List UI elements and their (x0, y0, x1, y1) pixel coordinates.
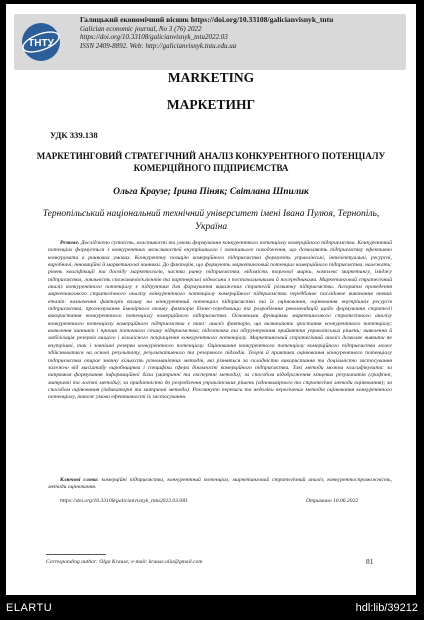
page-number: 81 (366, 557, 374, 566)
repository-label: ELARTU (6, 602, 53, 614)
svg-text:ТНТУ: ТНТУ (28, 38, 54, 49)
handle-label: hdl:lib/39212 (355, 602, 418, 614)
article-title: МАРКЕТИНГОВИЙ СТРАТЕГІЧНИЙ АНАЛІЗ КОНКУРЕНТНОГО ПОТЕНЦІАЛУ КОМЕРЦІЙНОГО ПІДПРИЄМСТВА (36, 151, 386, 173)
author-affiliation: Тернопільський національний технічний університет імені Івана Пулюя, Тернопіль, Україна (42, 209, 380, 232)
keywords-label: Ключові слова: (60, 477, 99, 483)
journal-issue-line: Galician economic journal, No 3 (76) 2022 (80, 24, 202, 33)
received-date: Отримано 10.06.2022 (306, 498, 359, 504)
journal-issn-line: ISSN 2409-8892. Web: http://galicianvisnyk.tntu.edu.ua (80, 41, 237, 50)
abstract-label: Резюме. (60, 240, 80, 246)
section-heading-ua: МАРКЕТИНГ (166, 97, 256, 112)
journal-title-line: Галицький економічний вісник https://doi.org/10.33108/galicianvisnyk_tntu (80, 15, 334, 24)
abstract (48, 240, 392, 402)
corresponding-author: Corresponding author: Olga Krause; e-mail: krause.olia@gmail.com (46, 559, 203, 565)
document-page (6, 4, 416, 595)
keywords-text: комерційні підприємства, конкурентний потенціал, маркетинговий стратегічний аналіз, конкурентоспроможність, методи оцінювання. (48, 477, 392, 491)
footnote-divider (46, 554, 106, 555)
journal-doi-line: https://doi.org/10.33108/galicianvisnyk_tntu2022.03 (80, 33, 228, 42)
abstract-text: Досліджено сутність, властивості та умови формування конкурентного потенціалу комерційного підприємства. Конкурентний потенціал формується з конкурентних можливостей внутрішнього і зовнішнього походження, що дозволяють підприємству ефективно конкурувати в ринкових умовах. Конкурентну позицію комерційного підприємства формують управлінські, інтелектуальні, ресурсні, виробничі, інноваційні й маркетингові чинники. До факторів, що формують маркетинговий потенціал комерційного підприємства, належать: рівень кваліфікації та досвіду маркетологів, частка ринку підприємства, відомість торгової марки, комплекс маркетингу, іміджу підприємства, лояльність споживачів/клієнтів та партнерські відносини з постачальниками й посередниками. Маркетинговий стратегічний аналіз конкурентного потенціалу є підґрунтям для формування виважених стратегій розвитку підприємства. Алгоритм проведення маркетингового стратегічного аналізу конкурентного потенціалу комерційного підприємства передбачає послідовне виконання певних етапів: визначення факторів впливу на конкурентний потенціал підприємства та їх оцінювання, оцінювання внутрішніх ресурсів підприємства, прогнозування ймовірного впливу факторів бізнес-середовища та розроблення рекомендацій щодо формування стратегії використання конкурентного потенціалу комерційного підприємства. Основними функціями маркетингового стратегічного аналізу конкурентного потенціалу комерційного підприємства є такі: аналіз факторів, що визначають зростання конкурентного потенціалу; виявлення чинників і причин поточного стану підприємства; підготовка та обґрунтування прийняття управлінських рішень; виявлення й мобілізація резервів вищого і кількісного покращення конкурентного потенціалу. Маркетинговий стратегічний аналіз дозволяє виявити як внутрішні, так і зовнішні резерви конкурентного потенціалу. Оцінювання конкурентного потенціалу комерційного підприємства може здійснюватися на основі результату, результативного та резервного підходів. Теорія й практика оцінювання конкурентного потенціалу підприємства опирає значну кількість різноманітних методів, які різняться за складністю використання та доцільністю застосування залежно від масштабу виробництва і специфіки сфери діяльності комерційного підприємства. Такі методи можна класифікувати: за напрямом формування інформаційної бази (матричні та експертні методи); за способом відображення кінцевих результатів (графічні, матричні та логічні методи); за придатністю до розроблення управлінських рішень (одновимірного та стратегічні методи оцінювання); за способом оцінювання (індикаторні та матричні методи). Розглянуто переваги та недоліки перелічених методів оцінювання конкурентного потенціалу, також умови ефективності їх застосування. (48, 240, 392, 401)
section-heading-en: MARKETING (167, 70, 255, 85)
journal-header (14, 14, 406, 70)
keywords (48, 477, 392, 492)
article-doi-link[interactable]: https://doi.org/10.33108/galicianvisnyk_tntu2022.03.081 (60, 498, 188, 504)
article-authors: Ольга Краузе; Ірина Пiняк; Світлана Шпилик (113, 187, 309, 197)
journal-info (80, 16, 410, 50)
university-logo-icon (20, 21, 62, 63)
udc-code: УДК 339.138 (50, 130, 98, 140)
